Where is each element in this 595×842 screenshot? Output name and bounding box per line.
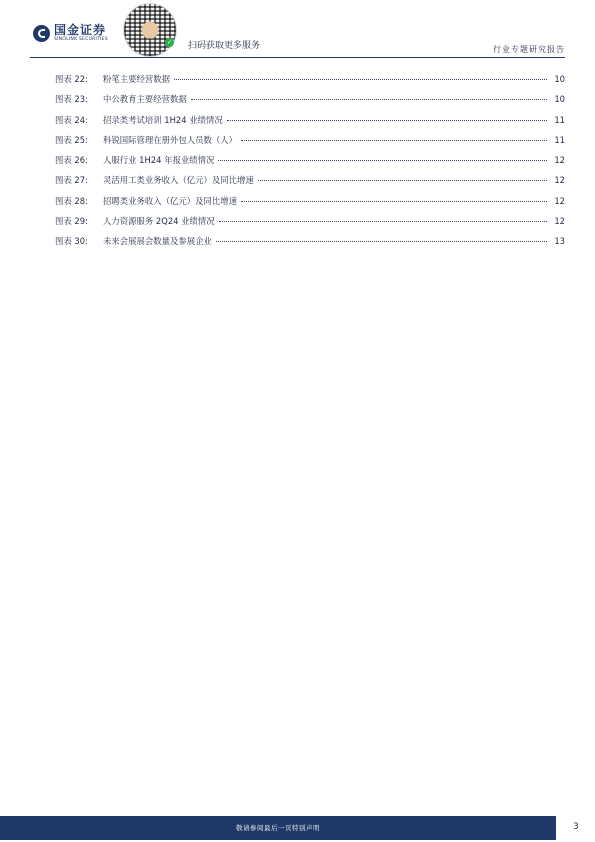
figure-page-number: 12 <box>554 175 565 186</box>
dot-leader <box>218 159 547 161</box>
figure-label: 图表 23: <box>55 94 88 105</box>
toc-item[interactable] <box>55 134 565 154</box>
dot-leader <box>227 119 547 121</box>
figure-title: 招聘类业务收入（亿元）及同比增速 <box>103 195 237 206</box>
header-divider <box>30 57 565 58</box>
figure-list <box>55 73 565 256</box>
footer-bar <box>0 816 556 840</box>
dot-leader <box>191 98 547 100</box>
dot-leader <box>216 240 547 242</box>
figure-title: 未来会展展会数量及参展企业 <box>103 236 212 247</box>
page-number: 3 <box>573 822 579 832</box>
scan-for-services-text: 扫码获取更多服务 <box>188 41 261 51</box>
page-header <box>0 0 595 60</box>
sinolink-logo-icon <box>33 25 50 42</box>
figure-title: 粉笔主要经营数据 <box>103 74 170 84</box>
toc-item[interactable] <box>55 215 565 235</box>
figure-title: 科锐国际管理在册外包人员数（人） <box>103 134 237 145</box>
logo-text <box>54 24 108 43</box>
figure-title: 灵活用工类业务收入（亿元）及同比增速 <box>103 175 254 186</box>
toc-item[interactable] <box>55 73 565 93</box>
dot-leader <box>258 179 547 181</box>
figure-page-number: 11 <box>554 134 565 145</box>
logo-chinese-name: 国金证券 <box>54 23 107 37</box>
figure-label: 图表 30: <box>55 236 88 247</box>
dot-leader <box>241 200 547 202</box>
wechat-badge-icon: ✓ <box>166 39 173 46</box>
dot-leader <box>219 220 547 222</box>
figure-page-number: 11 <box>554 114 565 125</box>
figure-page-number: 10 <box>554 74 565 84</box>
dot-leader <box>174 78 547 80</box>
toc-item[interactable] <box>55 93 565 113</box>
qr-code-icon[interactable] <box>123 3 177 57</box>
figure-label: 图表 29: <box>55 216 88 227</box>
toc-item[interactable] <box>55 174 565 194</box>
toc-item[interactable] <box>55 114 565 134</box>
figure-label: 图表 25: <box>55 134 88 145</box>
disclaimer-text: 敬请参阅最后一页特别声明 <box>236 824 320 832</box>
figure-page-number: 13 <box>554 236 565 247</box>
toc-item[interactable] <box>55 195 565 215</box>
figure-page-number: 12 <box>554 195 565 206</box>
logo-english-name: SINOLINK SECURITIES <box>54 37 108 42</box>
company-logo <box>33 24 108 43</box>
figure-label: 图表 27: <box>55 175 88 186</box>
figure-page-number: 10 <box>554 94 565 105</box>
report-type-label: 行业专题研究报告 <box>493 45 565 54</box>
toc-item[interactable] <box>55 154 565 174</box>
figure-label: 图表 28: <box>55 195 88 206</box>
toc-item[interactable] <box>55 235 565 255</box>
figure-label: 图表 24: <box>55 114 88 125</box>
dot-leader <box>241 139 547 141</box>
figure-label: 图表 26: <box>55 155 88 166</box>
figure-label: 图表 22: <box>55 74 88 84</box>
figure-title: 中公教育主要经营数据 <box>103 94 187 105</box>
figure-page-number: 12 <box>554 216 565 227</box>
figure-title: 人服行业 1H24 年报业绩情况 <box>103 155 215 166</box>
figure-page-number: 12 <box>554 155 565 166</box>
figure-title: 人力资源服务 2Q24 业绩情况 <box>103 216 215 227</box>
figure-title: 招录类考试培训 1H24 业绩情况 <box>103 114 223 125</box>
